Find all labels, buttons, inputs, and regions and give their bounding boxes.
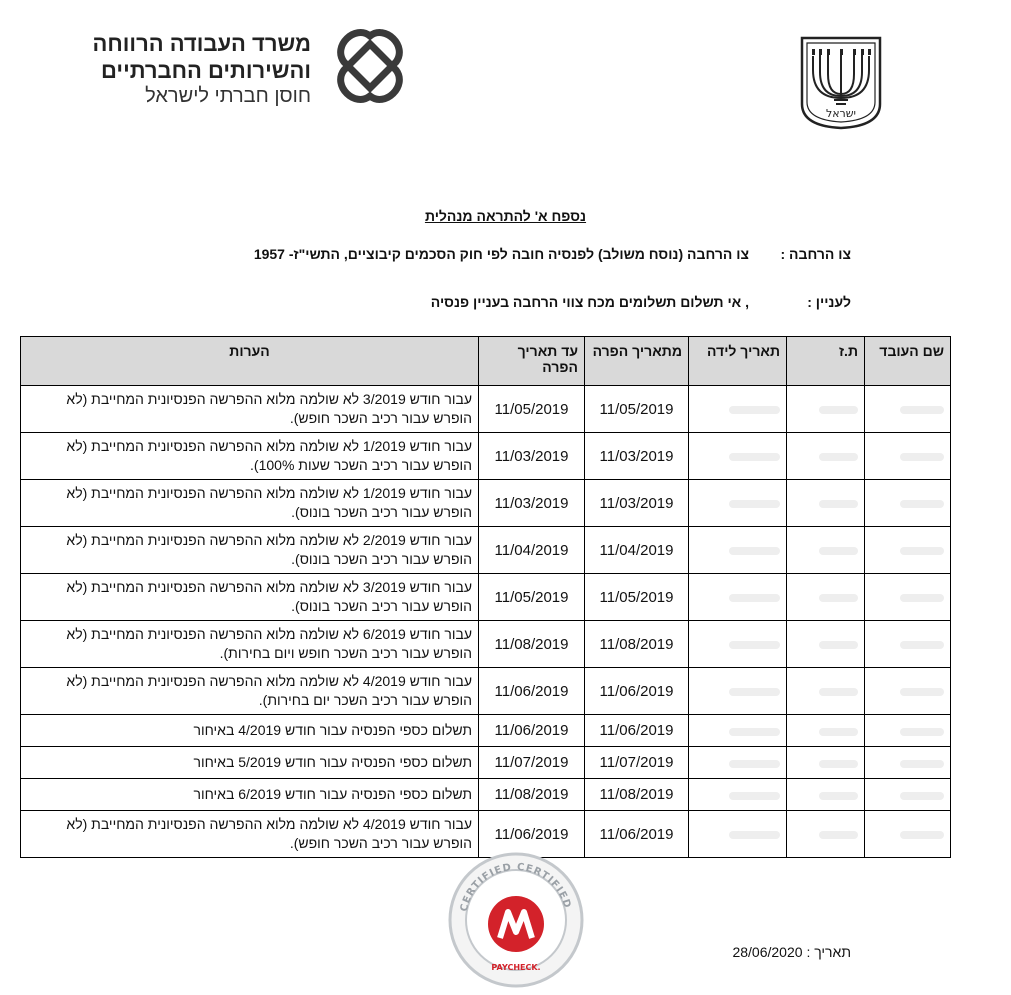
redacted-value xyxy=(729,453,780,461)
table-row xyxy=(21,668,951,715)
redacted-value xyxy=(729,831,780,839)
cell-id xyxy=(787,386,865,433)
redacted-value xyxy=(729,594,780,602)
cell-birth-date xyxy=(689,480,787,527)
cell-note: עבור חודש 4/2019 לא שולמה מלוא ההפרשה הפנסיונית המחייבת (לא הופרש עבור רכיב השכר חופש). xyxy=(21,811,479,858)
cell-id xyxy=(787,715,865,747)
cell-id xyxy=(787,779,865,811)
certified-stamp xyxy=(446,850,586,990)
cell-to-date: 11/04/2019 xyxy=(479,527,585,574)
ministry-knot-logo-icon xyxy=(330,26,410,106)
header-to-date: עד תאריך הפרה xyxy=(479,337,585,386)
cell-to-date: 11/06/2019 xyxy=(479,668,585,715)
cell-employee-name xyxy=(865,715,951,747)
cell-birth-date xyxy=(689,779,787,811)
cell-to-date: 11/05/2019 xyxy=(479,386,585,433)
table-row xyxy=(21,621,951,668)
header-id: ת.ז xyxy=(787,337,865,386)
redacted-value xyxy=(819,406,858,414)
cell-from-date: 11/05/2019 xyxy=(585,574,689,621)
cell-note: עבור חודש 3/2019 לא שולמה מלוא ההפרשה הפנסיונית המחייבת (לא הופרש עבור רכיב השכר חופש). xyxy=(21,386,479,433)
redacted-value xyxy=(729,688,780,696)
redacted-value xyxy=(729,406,780,414)
ministry-logo xyxy=(330,26,410,106)
table-row xyxy=(21,574,951,621)
redacted-value xyxy=(729,500,780,508)
table-row xyxy=(21,527,951,574)
cell-employee-name xyxy=(865,574,951,621)
cell-note: תשלום כספי הפנסיה עבור חודש 5/2019 באיחור xyxy=(21,747,479,779)
cell-id xyxy=(787,747,865,779)
cell-birth-date xyxy=(689,433,787,480)
cell-from-date: 11/03/2019 xyxy=(585,433,689,480)
cell-id xyxy=(787,621,865,668)
redacted-value xyxy=(900,792,944,800)
cell-from-date: 11/06/2019 xyxy=(585,715,689,747)
table-row xyxy=(21,386,951,433)
cell-id xyxy=(787,433,865,480)
redacted-value xyxy=(819,594,858,602)
redacted-value xyxy=(900,500,944,508)
ministry-name xyxy=(11,30,311,109)
cell-employee-name xyxy=(865,747,951,779)
cell-birth-date xyxy=(689,386,787,433)
ministry-slogan: חוסן חברתי לישראל xyxy=(145,85,311,107)
redacted-value xyxy=(900,453,944,461)
order-value: צו הרחבה (נוסח משולב) לפנסיה חובה לפי חוק הסכמים קיבוציים, התשי"ז- 1957 xyxy=(253,246,749,262)
redacted-value xyxy=(819,453,858,461)
table-row xyxy=(21,433,951,480)
cell-id xyxy=(787,811,865,858)
redacted-value xyxy=(900,688,944,696)
cell-from-date: 11/08/2019 xyxy=(585,779,689,811)
redacted-value xyxy=(729,728,780,736)
redacted-value xyxy=(819,831,858,839)
cell-id xyxy=(787,668,865,715)
cell-from-date: 11/03/2019 xyxy=(585,480,689,527)
header-notes: הערות xyxy=(21,337,479,386)
redacted-value xyxy=(729,641,780,649)
cell-birth-date xyxy=(689,668,787,715)
cell-from-date: 11/08/2019 xyxy=(585,621,689,668)
cell-to-date: 11/07/2019 xyxy=(479,747,585,779)
header-employee-name: שם העובד xyxy=(865,337,951,386)
header-birth-date: תאריך לידה xyxy=(689,337,787,386)
date-value: 28/06/2020 xyxy=(732,944,803,960)
redacted-value xyxy=(819,547,858,555)
redacted-value xyxy=(900,547,944,555)
cell-to-date: 11/08/2019 xyxy=(479,621,585,668)
cell-birth-date xyxy=(689,574,787,621)
cell-id xyxy=(787,480,865,527)
redacted-value xyxy=(819,688,858,696)
cell-note: עבור חודש 1/2019 לא שולמה מלוא ההפרשה הפנסיונית המחייבת (לא הופרש עבור רכיב השכר שעות 100%). xyxy=(21,433,479,480)
cell-id xyxy=(787,527,865,574)
table-row xyxy=(21,480,951,527)
cell-birth-date xyxy=(689,715,787,747)
redacted-value xyxy=(900,760,944,768)
cell-note: עבור חודש 4/2019 לא שולמה מלוא ההפרשה הפנסיונית המחייבת (לא הופרש עבור רכיב השכר יום בחירות). xyxy=(21,668,479,715)
redacted-value xyxy=(819,760,858,768)
cell-to-date: 11/08/2019 xyxy=(479,779,585,811)
cell-note: עבור חודש 1/2019 לא שולמה מלוא ההפרשה הפנסיונית המחייבת (לא הופרש עבור רכיב השכר בונוס). xyxy=(21,480,479,527)
redacted-value xyxy=(900,406,944,414)
redacted-value xyxy=(819,728,858,736)
table-header-row xyxy=(21,337,951,386)
redacted-value xyxy=(729,792,780,800)
cell-from-date: 11/07/2019 xyxy=(585,747,689,779)
cell-birth-date xyxy=(689,527,787,574)
redacted-value xyxy=(819,500,858,508)
table-row xyxy=(21,779,951,811)
document-date xyxy=(732,944,851,960)
ministry-name-line1: משרד העבודה הרווחה xyxy=(92,31,311,56)
redacted-value xyxy=(819,792,858,800)
cell-birth-date xyxy=(689,621,787,668)
subject-label: לעניין : xyxy=(807,294,851,310)
ministry-name-line2: והשירותים החברתיים xyxy=(101,58,311,83)
cell-to-date: 11/03/2019 xyxy=(479,433,585,480)
cell-to-date: 11/06/2019 xyxy=(479,715,585,747)
subject-value: , אי תשלום תשלומים מכח צווי הרחבה בעניין פנסיה xyxy=(430,294,749,310)
svg-text:CERTIFIED CERTIFIED: CERTIFIED CERTIFIED xyxy=(458,861,573,913)
paycheck-certified-stamp-icon xyxy=(446,850,586,990)
svg-text:ישראל: ישראל xyxy=(825,107,857,120)
redacted-value xyxy=(900,594,944,602)
cell-from-date: 11/06/2019 xyxy=(585,811,689,858)
cell-note: עבור חודש 2/2019 לא שולמה מלוא ההפרשה הפנסיונית המחייבת (לא הופרש עבור רכיב השכר בונוס). xyxy=(21,527,479,574)
cell-birth-date xyxy=(689,747,787,779)
table-row xyxy=(21,747,951,779)
cell-note: עבור חודש 3/2019 לא שולמה מלוא ההפרשה הפנסיונית המחייבת (לא הופרש עבור רכיב השכר בונוס). xyxy=(21,574,479,621)
cell-employee-name xyxy=(865,811,951,858)
table-row xyxy=(21,715,951,747)
redacted-value xyxy=(729,547,780,555)
order-label: צו הרחבה : xyxy=(780,246,851,262)
cell-from-date: 11/04/2019 xyxy=(585,527,689,574)
cell-employee-name xyxy=(865,386,951,433)
state-emblem xyxy=(798,34,884,130)
violations-table xyxy=(20,336,951,858)
redacted-value xyxy=(900,728,944,736)
cell-employee-name xyxy=(865,480,951,527)
cell-note: תשלום כספי הפנסיה עבור חודש 4/2019 באיחור xyxy=(21,715,479,747)
redacted-value xyxy=(729,760,780,768)
redacted-value xyxy=(819,641,858,649)
cell-employee-name xyxy=(865,779,951,811)
cell-to-date: 11/03/2019 xyxy=(479,480,585,527)
cell-from-date: 11/06/2019 xyxy=(585,668,689,715)
cell-id xyxy=(787,574,865,621)
cell-from-date: 11/05/2019 xyxy=(585,386,689,433)
cell-to-date: 11/05/2019 xyxy=(479,574,585,621)
cell-employee-name xyxy=(865,433,951,480)
redacted-value xyxy=(900,831,944,839)
redacted-value xyxy=(900,641,944,649)
menorah-emblem-icon xyxy=(798,34,884,130)
cell-note: תשלום כספי הפנסיה עבור חודש 6/2019 באיחור xyxy=(21,779,479,811)
svg-text:PAYCHECK.: PAYCHECK. xyxy=(491,963,541,972)
cell-employee-name xyxy=(865,621,951,668)
document-title: נספח א' להתראה מנהלית xyxy=(424,208,587,224)
header-from-date: מתאריך הפרה xyxy=(585,337,689,386)
date-label: תאריך : xyxy=(806,944,851,960)
cell-to-date: 11/06/2019 xyxy=(479,811,585,858)
cell-employee-name xyxy=(865,668,951,715)
cell-birth-date xyxy=(689,811,787,858)
cell-employee-name xyxy=(865,527,951,574)
cell-note: עבור חודש 6/2019 לא שולמה מלוא ההפרשה הפנסיונית המחייבת (לא הופרש עבור רכיב השכר חופש ויום בחירות). xyxy=(21,621,479,668)
